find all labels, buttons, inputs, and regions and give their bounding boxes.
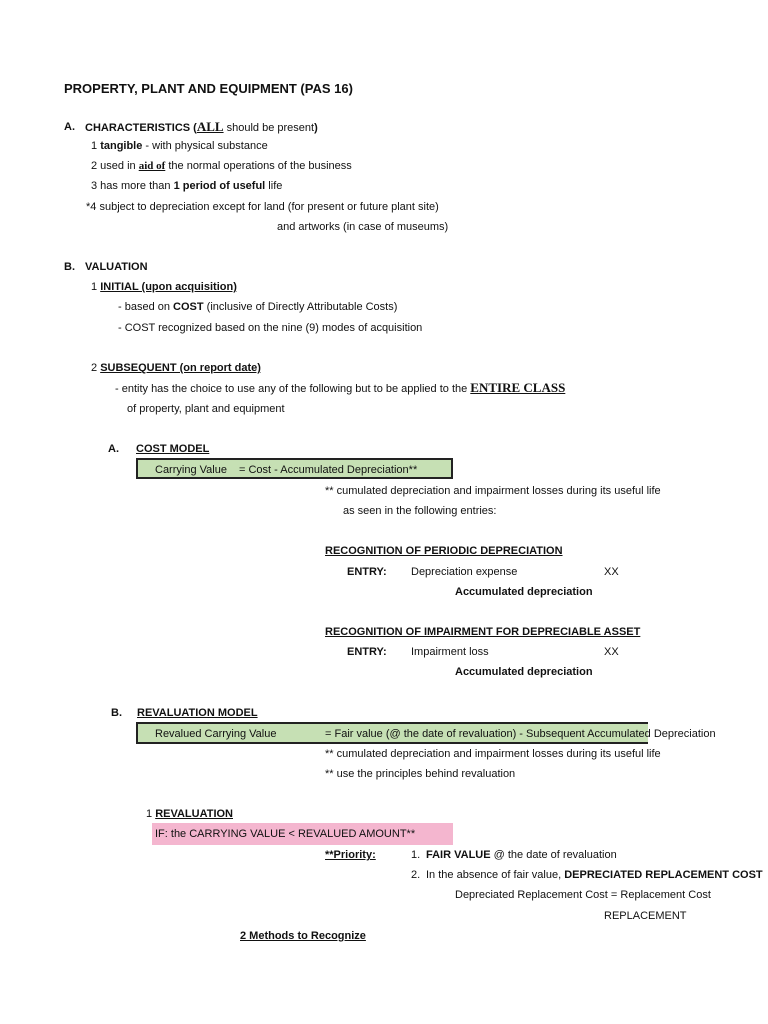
impair-credit: Accumulated depreciation — [455, 666, 593, 678]
reval-model-heading: REVALUATION MODEL — [137, 707, 258, 719]
initial-line-1: - based on COST (inclusive of Directly Attributable Costs) — [118, 301, 398, 313]
initial-heading: 1 INITIAL (upon acquisition) — [91, 281, 237, 293]
cost-model-letter: A. — [108, 443, 119, 455]
heading-all: ALL — [196, 119, 224, 134]
reval-box-label: Revalued Carrying Value — [155, 728, 277, 740]
priority-label: **Priority: — [325, 849, 376, 861]
impair-amount: XX — [604, 646, 619, 658]
reval-note-2: ** use the principles behind revaluation — [325, 768, 516, 780]
char-item-2: 2 used in aid of the normal operations of the business — [91, 160, 352, 172]
periodic-credit: Accumulated depreciation — [455, 586, 593, 598]
priority-2-text: In the absence of fair value, DEPRECIATED REPLACEMENT COST — [426, 869, 763, 881]
periodic-entry-label: ENTRY: — [347, 566, 387, 578]
cost-note-2: as seen in the following entries: — [343, 505, 497, 517]
section-b-letter: B. — [64, 261, 75, 273]
section-b-heading: VALUATION — [85, 261, 148, 273]
condition-text: IF: the CARRYING VALUE < REVALUED AMOUNT** — [155, 828, 416, 840]
section-a-heading — [85, 120, 318, 135]
periodic-heading: RECOGNITION OF PERIODIC DEPRECIATION — [325, 545, 563, 557]
heading-close: ) — [314, 122, 318, 134]
impair-heading: RECOGNITION OF IMPAIRMENT FOR DEPRECIABLE ASSET — [325, 626, 641, 638]
replacement-text: REPLACEMENT — [604, 910, 687, 922]
reval-model-letter: B. — [111, 707, 122, 719]
char-item-1: 1 tangible - with physical substance — [91, 140, 268, 152]
reval-box-formula: = Fair value (@ the date of revaluation) - Subsequent Accumulated Depreciation — [325, 728, 716, 740]
page-title: PROPERTY, PLANT AND EQUIPMENT (PAS 16) — [64, 81, 353, 96]
methods-heading: 2 Methods to Recognize — [240, 930, 366, 942]
priority-2-num: 2. — [411, 869, 421, 881]
cost-box-label: Carrying Value — [155, 464, 227, 476]
subsequent-line-1: - entity has the choice to use any of the following but to be applied to the ENTIRE CLASS — [115, 380, 566, 395]
priority-1-text: FAIR VALUE @ the date of revaluation — [426, 849, 617, 861]
reval-note-1: ** cumulated depreciation and impairment losses during its useful life — [325, 748, 661, 760]
subsequent-line-2: of property, plant and equipment — [127, 403, 285, 415]
impair-debit: Impairment loss — [411, 646, 489, 658]
cost-model-heading: COST MODEL — [136, 443, 210, 455]
heading-post: should be present — [223, 122, 315, 134]
impair-entry-label: ENTRY: — [347, 646, 387, 658]
priority-1-num: 1. — [411, 849, 421, 861]
cost-box-formula: = Cost - Accumulated Depreciation** — [239, 464, 418, 476]
periodic-amount: XX — [604, 566, 619, 578]
heading-pre: CHARACTERISTICS ( — [85, 122, 197, 134]
cost-note-1: ** cumulated depreciation and impairment losses during its useful life — [325, 485, 661, 497]
char-item-3: 3 has more than 1 period of useful life — [91, 180, 283, 192]
char-item-4: *4 subject to depreciation except for land (for present or future plant site) — [86, 201, 439, 213]
section-a-letter: A. — [64, 121, 75, 133]
drc-formula: Depreciated Replacement Cost = Replacement Cost — [455, 889, 711, 901]
initial-line-2: - COST recognized based on the nine (9) modes of acquisition — [118, 322, 423, 334]
periodic-debit: Depreciation expense — [411, 566, 518, 578]
revaluation-heading: 1 REVALUATION — [146, 808, 233, 820]
subsequent-heading: 2 SUBSEQUENT (on report date) — [91, 362, 261, 374]
char-item-4-cont: and artworks (in case of museums) — [277, 221, 449, 233]
